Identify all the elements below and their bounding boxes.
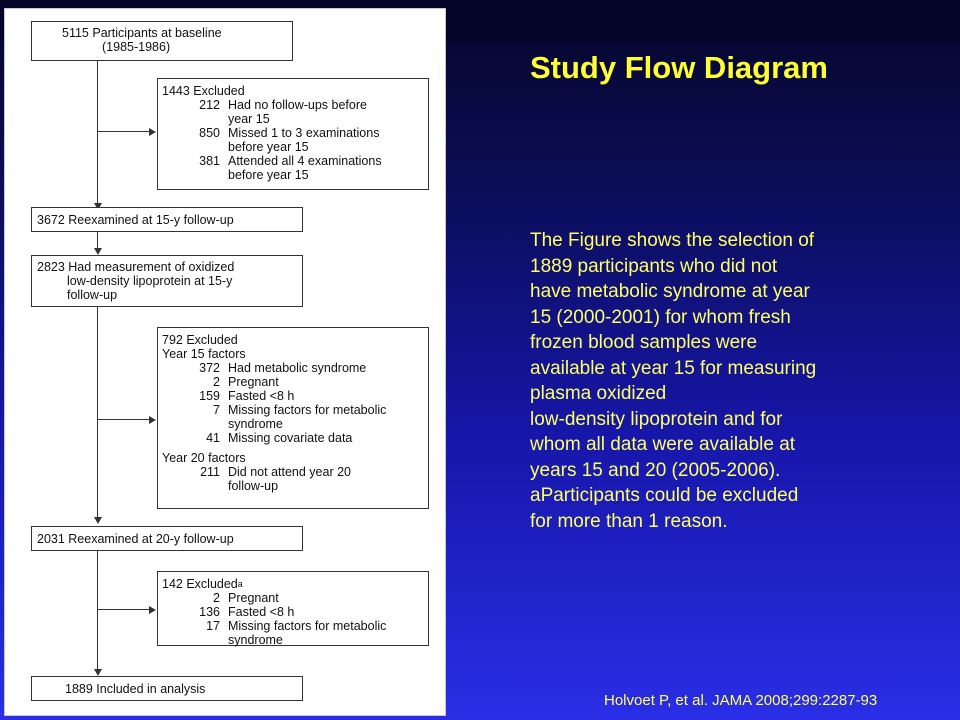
excluded-reason: syndrome — [228, 417, 283, 431]
excluded-reason: Attended all 4 examinations — [228, 154, 382, 168]
oxidized-line-1: 2823 Had measurement of oxidized — [37, 260, 235, 274]
flow-diagram-panel — [4, 8, 446, 716]
excluded-count: 211 — [200, 465, 220, 479]
excluded-count: 136 — [199, 605, 220, 619]
excluded-count: 212 — [199, 98, 220, 112]
description-line: 1889 participants who did not — [530, 255, 778, 277]
oxidized-ldl-box — [31, 255, 303, 307]
description-line: for more than 1 reason. — [530, 510, 728, 532]
baseline-box — [31, 21, 293, 61]
excluded-count: 850 — [199, 126, 220, 140]
excluded-header: 792 Excluded — [162, 333, 238, 347]
arrow-down-icon — [94, 669, 102, 676]
arrow-right-icon — [149, 128, 156, 136]
excluded-reason: before year 15 — [228, 168, 309, 182]
excluded-reason: before year 15 — [228, 140, 309, 154]
excluded-count: 2 — [213, 591, 220, 605]
excluded-count: 17 — [206, 619, 220, 633]
connector-line — [97, 551, 98, 673]
excluded-reason: year 15 — [228, 112, 270, 126]
excluded-reason: Pregnant — [228, 591, 279, 605]
excluded-reason: follow-up — [228, 479, 279, 493]
excluded-count: 2 — [213, 375, 220, 389]
description-line: frozen blood samples were — [530, 332, 758, 353]
description-line: low-density lipoprotein and for — [530, 408, 783, 430]
excluded-reason: syndrome — [228, 633, 283, 647]
slide-title: Study Flow Diagram — [530, 50, 828, 85]
excluded-count: 372 — [199, 361, 220, 375]
reexam-20y-text: 2031 Reexamined at 20-y follow-up — [37, 532, 234, 546]
excluded-reason: Missed 1 to 3 examinations — [228, 126, 380, 140]
connector-line — [97, 609, 151, 610]
excluded-142-box — [157, 571, 429, 646]
excluded-792-box — [157, 327, 429, 509]
oxidized-line-2: low-density lipoprotein at 15-y — [67, 274, 233, 288]
excluded-header: 1443 Excluded — [162, 84, 245, 98]
description-line: aParticipants could be excluded — [530, 485, 799, 506]
baseline-line-2: (1985-1986) — [102, 40, 171, 54]
excluded-reason: Fasted <8 h — [228, 605, 295, 619]
excluded-1443-box — [157, 78, 429, 190]
description-line: years 15 and 20 (2005-2006). — [530, 459, 781, 481]
included-analysis-box — [31, 676, 303, 701]
description-line: plasma oxidized — [530, 383, 667, 404]
excluded-count: 7 — [213, 403, 220, 417]
description-line: 15 (2000-2001) for whom fresh — [530, 306, 791, 328]
oxidized-line-3: follow-up — [67, 288, 118, 302]
group-label-year20: Year 20 factors — [162, 451, 246, 465]
footnote-marker: a — [237, 579, 243, 589]
arrow-down-icon — [94, 248, 102, 255]
description-line: whom all data were available at — [530, 434, 796, 455]
excluded-reason: Had no follow-ups before — [228, 98, 367, 112]
excluded-count: 381 — [199, 154, 220, 168]
reexam-20y-box — [31, 526, 303, 551]
description-line: available at year 15 for measuring — [530, 357, 817, 379]
excluded-reason: Pregnant — [228, 375, 279, 389]
excluded-header: 142 Excluded — [162, 577, 238, 591]
figure-description — [530, 228, 910, 534]
description-line: have metabolic syndrome at year — [530, 281, 810, 302]
excluded-reason: Fasted <8 h — [228, 389, 295, 403]
excluded-reason: Had metabolic syndrome — [228, 361, 367, 375]
group-label-year15: Year 15 factors — [162, 347, 246, 361]
baseline-line-1: 5115 Participants at baseline — [62, 26, 222, 40]
citation: Holvoet P, et al. JAMA 2008;299:2287-93 — [604, 692, 878, 709]
connector-line — [97, 419, 151, 420]
reexam-15y-box — [31, 207, 303, 232]
excluded-reason: Missing factors for metabolic — [228, 619, 387, 633]
arrow-right-icon — [149, 416, 156, 424]
included-analysis-text: 1889 Included in analysis — [65, 682, 206, 696]
connector-line — [97, 61, 98, 207]
arrow-down-icon — [94, 517, 102, 524]
excluded-count: 159 — [199, 389, 220, 403]
description-line: The Figure shows the selection of — [530, 230, 815, 251]
arrow-right-icon — [149, 606, 156, 614]
excluded-reason: Missing factors for metabolic — [228, 403, 387, 417]
connector-line — [97, 131, 151, 132]
connector-line — [97, 307, 98, 519]
excluded-reason: Missing covariate data — [228, 431, 353, 445]
excluded-reason: Did not attend year 20 — [228, 465, 351, 479]
reexam-15y-text: 3672 Reexamined at 15-y follow-up — [37, 213, 234, 227]
excluded-count: 41 — [206, 431, 220, 445]
